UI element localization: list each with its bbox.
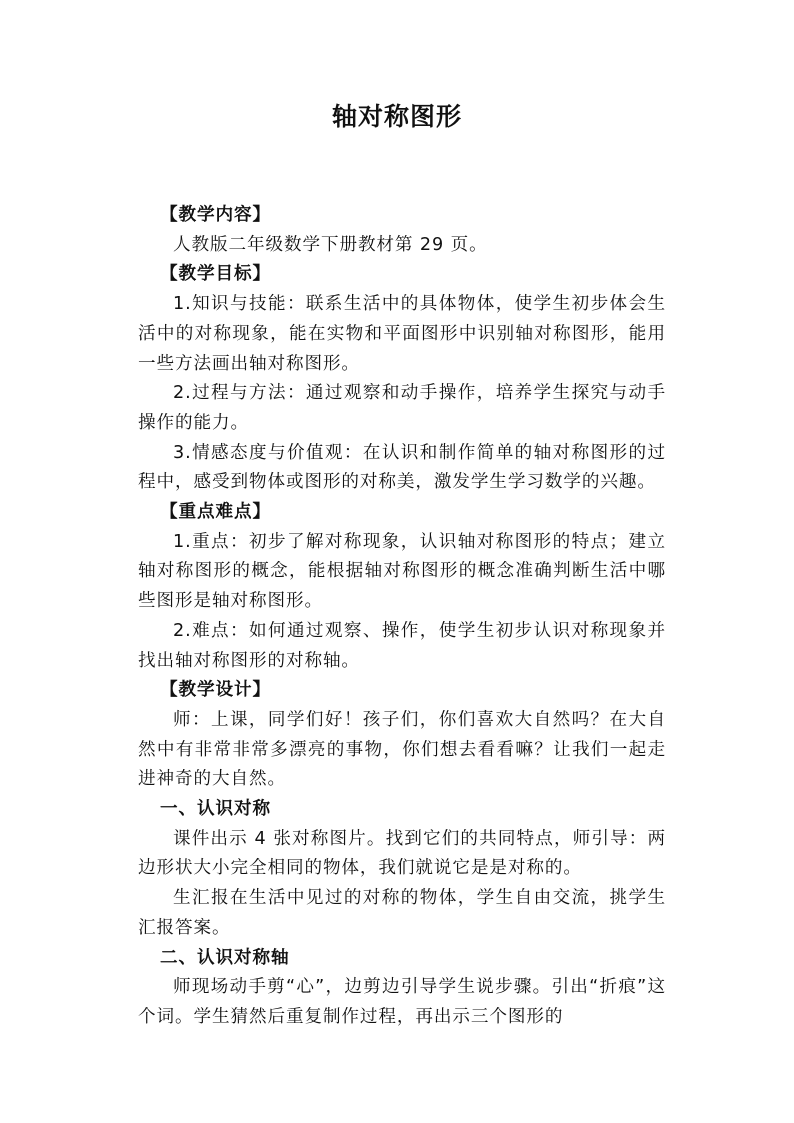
section-heading-key-points: 【重点难点】 (160, 502, 271, 523)
subheading-symmetry: 一、认识对称 (160, 799, 271, 820)
paragraph-textbook: 人教版二年级数学下册教材第 29 页。 (173, 234, 488, 255)
paragraph-symmetry-1: 课件出示 4 张对称图片。找到它们的共同特点，师引导：两边形状大小完全相同的物体，我们就说它是是对称的。 (138, 828, 666, 879)
paragraph-goal-1: 1.知识与技能：联系生活中的具体物体，使学生初步体会生活中的对称现象，能在实物和平面图形中识别轴对称图形，能用一些方法画出轴对称图形。 (138, 294, 666, 374)
paragraph-goal-3: 3.情感态度与价值观：在认识和制作简单的轴对称图形的过程中，感受到物体或图形的对称美，激发学生学习数学的兴趣。 (138, 442, 666, 493)
section-heading-design: 【教学设计】 (160, 680, 271, 701)
subheading-axis: 二、认识对称轴 (160, 947, 290, 968)
paragraph-symmetry-2: 生汇报在生活中见过的对称的物体，学生自由交流，挑学生汇报答案。 (138, 888, 666, 938)
paragraph-axis-1: 师现场动手剪“心”，边剪边引导学生说步骤。引出“折痕”这个词。学生猜然后重复制作过程，再出示三个图形的 (138, 977, 666, 1027)
paragraph-intro: 师：上课，同学们好！孩子们，你们喜欢大自然吗？在大自然中有非常非常多漂亮的事物，你们想去看看嘛？让我们一起走进神奇的大自然。 (138, 709, 666, 790)
paragraph-difficulty: 2.难点：如何通过观察、操作，使学生初步认识对称现象并找出轴对称图形的对称轴。 (138, 620, 666, 671)
section-heading-content: 【教学内容】 (160, 205, 271, 225)
section-heading-goals: 【教学目标】 (160, 264, 271, 285)
paragraph-goal-2: 2.过程与方法：通过观察和动手操作，培养学生探究与动手操作的能力。 (138, 383, 666, 433)
document-title: 轴对称图形 (331, 102, 462, 131)
paragraph-key-point: 1.重点：初步了解对称现象，认识轴对称图形的特点；建立轴对称图形的概念，能根据轴对称图形的概念准确判断生活中哪些图形是轴对称图形。 (138, 531, 666, 612)
document-body (138, 201, 666, 1033)
